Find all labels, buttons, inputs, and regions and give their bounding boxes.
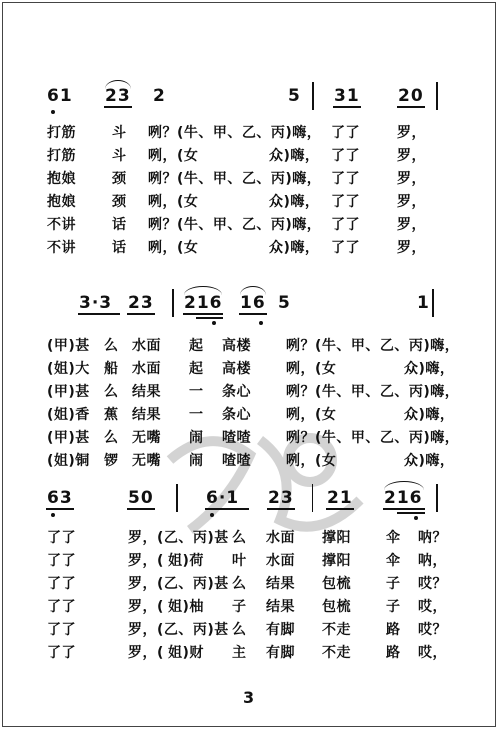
lyric-text: 姐)荷 bbox=[168, 553, 204, 569]
lyric-text: 路 bbox=[386, 645, 401, 661]
lyric-text: (甲)甚 bbox=[47, 338, 90, 354]
lyric-text: 咧？(牛、甲、乙、丙)嗨， bbox=[286, 430, 460, 446]
note-group: 1 bbox=[417, 293, 430, 313]
lyric-text: 水面 bbox=[266, 530, 295, 546]
lyric-text: 么 bbox=[232, 576, 247, 592]
beam-line bbox=[78, 313, 120, 315]
lyric-text: 咧？(牛、甲、乙、丙)嗨， bbox=[286, 338, 460, 354]
lyric-text: 了了 bbox=[47, 622, 76, 638]
beam-line bbox=[127, 508, 155, 510]
beam-line bbox=[183, 313, 223, 315]
lyric-text: 子 bbox=[386, 599, 401, 615]
low-octave-dot bbox=[212, 321, 216, 325]
lyric-text: 不走 bbox=[322, 622, 351, 638]
lyric-text: 罗，( bbox=[128, 645, 164, 661]
lyric-text: 罗，(乙、丙)甚 bbox=[128, 622, 229, 638]
beam-line bbox=[326, 508, 354, 510]
low-octave-dot bbox=[259, 321, 263, 325]
lyric-text: 咧，(女 bbox=[148, 194, 199, 210]
bar-line bbox=[436, 484, 438, 512]
lyric-text: 起 bbox=[189, 361, 204, 377]
bar-line bbox=[172, 289, 174, 317]
lyric-text: 话 bbox=[112, 240, 127, 256]
lyric-text: 罗， bbox=[397, 240, 426, 256]
lyric-text: 咧？(牛、甲、乙、丙)嗨， bbox=[148, 125, 322, 141]
lyric-text: 么 bbox=[232, 530, 247, 546]
beam-line bbox=[104, 106, 132, 108]
lyric-text: 蕉 bbox=[104, 407, 119, 423]
lyric-text: 水面 bbox=[132, 361, 161, 377]
low-octave-dot bbox=[210, 513, 214, 517]
lyric-text: 不走 bbox=[322, 645, 351, 661]
page-number: 3 bbox=[243, 688, 255, 707]
beam-line bbox=[239, 313, 267, 315]
note-group: 20 bbox=[398, 86, 424, 106]
note-group: 5 bbox=[278, 293, 291, 313]
note-group: 216 bbox=[384, 488, 423, 508]
lyric-text: 抱娘 bbox=[47, 194, 76, 210]
lyric-text: 众)嗨， bbox=[404, 407, 455, 423]
lyric-text: 了了 bbox=[47, 530, 76, 546]
lyric-text: 打筋 bbox=[47, 148, 76, 164]
lyric-text: 无嘴 bbox=[132, 453, 161, 469]
beam-line bbox=[46, 508, 74, 510]
lyric-text: 了了 bbox=[331, 125, 360, 141]
lyric-text: 结果 bbox=[266, 599, 295, 615]
lyric-text: 一 bbox=[189, 407, 204, 423]
lyric-text: 了了 bbox=[47, 553, 76, 569]
note-group: 61 bbox=[47, 86, 73, 106]
lyric-text: 咧，(女 bbox=[286, 407, 337, 423]
lyric-text: 呐？ bbox=[418, 530, 447, 546]
lyric-text: 了了 bbox=[47, 645, 76, 661]
lyric-text: 哎， bbox=[418, 599, 447, 615]
lyric-text: 众)嗨， bbox=[404, 453, 455, 469]
note-group: 21 bbox=[327, 488, 353, 508]
lyric-text: 打筋 bbox=[47, 125, 76, 141]
lyric-text: 条心 bbox=[222, 407, 251, 423]
bar-line bbox=[432, 289, 434, 317]
lyric-text: 包梳 bbox=[322, 599, 351, 615]
note-group: 23 bbox=[268, 488, 294, 508]
lyric-text: 众)嗨， bbox=[269, 194, 320, 210]
note-group: 6·1 bbox=[206, 488, 240, 508]
lyric-text: 喳喳 bbox=[222, 430, 251, 446]
lyric-text: 了了 bbox=[331, 217, 360, 233]
note-group: 23 bbox=[128, 293, 154, 313]
bar-line bbox=[312, 484, 313, 512]
lyric-text: 抱娘 bbox=[47, 171, 76, 187]
lyric-text: 罗，( bbox=[128, 599, 164, 615]
lyric-text: 锣 bbox=[104, 453, 119, 469]
note-group: 23 bbox=[105, 86, 131, 106]
lyric-text: 么 bbox=[232, 622, 247, 638]
note-group: 5 bbox=[288, 86, 301, 106]
lyric-text: 哎， bbox=[418, 645, 447, 661]
lyric-text: 伞 bbox=[386, 530, 401, 546]
lyric-text: 么 bbox=[104, 430, 119, 446]
lyric-text: 罗， bbox=[397, 125, 426, 141]
lyric-text: 了了 bbox=[331, 171, 360, 187]
bar-line bbox=[436, 82, 438, 110]
lyric-text: 水面 bbox=[266, 553, 295, 569]
lyric-text: 高楼 bbox=[222, 361, 251, 377]
lyric-text: (姐)香 bbox=[47, 407, 90, 423]
lyric-text: 咧，(女 bbox=[148, 240, 199, 256]
lyric-text: 有脚 bbox=[266, 622, 295, 638]
lyric-text: 话 bbox=[112, 217, 127, 233]
lyric-text: 无嘴 bbox=[132, 430, 161, 446]
beam-line bbox=[397, 512, 425, 514]
lyric-text: 罗，(乙、丙)甚 bbox=[128, 576, 229, 592]
note-group: 216 bbox=[184, 293, 223, 313]
lyric-text: 包梳 bbox=[322, 576, 351, 592]
lyric-text: (姐)大 bbox=[47, 361, 90, 377]
lyric-text: 罗， bbox=[397, 217, 426, 233]
lyric-text: 咧，(女 bbox=[148, 148, 199, 164]
lyric-text: 了了 bbox=[331, 240, 360, 256]
note-group: 31 bbox=[334, 86, 360, 106]
bar-line bbox=[312, 82, 314, 110]
lyric-text: 结果 bbox=[132, 407, 161, 423]
note-group: 63 bbox=[47, 488, 73, 508]
lyric-text: (姐)铜 bbox=[47, 453, 90, 469]
lyric-text: 路 bbox=[386, 622, 401, 638]
lyric-text: 起 bbox=[189, 338, 204, 354]
bar-line bbox=[176, 484, 178, 512]
lyric-text: 叶 bbox=[232, 553, 247, 569]
lyric-text: 姐)财 bbox=[168, 645, 204, 661]
lyric-text: 哎？ bbox=[418, 576, 447, 592]
lyric-text: 结果 bbox=[266, 576, 295, 592]
lyric-text: 斗 bbox=[112, 148, 127, 164]
lyric-text: 罗，( bbox=[128, 553, 164, 569]
lyric-text: 一 bbox=[189, 384, 204, 400]
low-octave-dot bbox=[51, 513, 55, 517]
lyric-text: 结果 bbox=[132, 384, 161, 400]
lyric-text: 姐)柚 bbox=[168, 599, 204, 615]
lyric-text: 众)嗨， bbox=[404, 361, 455, 377]
lyric-text: 咧？(牛、甲、乙、丙)嗨， bbox=[148, 217, 322, 233]
lyric-text: 撑阳 bbox=[322, 530, 351, 546]
beam-line bbox=[383, 508, 425, 510]
lyric-text: 呐， bbox=[418, 553, 447, 569]
lyric-text: 了了 bbox=[47, 576, 76, 592]
lyric-text: 条心 bbox=[222, 384, 251, 400]
lyric-text: 闹 bbox=[189, 453, 204, 469]
lyric-text: 了了 bbox=[331, 194, 360, 210]
lyric-text: 不讲 bbox=[47, 240, 76, 256]
lyric-text: 船 bbox=[104, 361, 119, 377]
lyric-text: (甲)甚 bbox=[47, 430, 90, 446]
lyric-text: 罗，(乙、丙)甚 bbox=[128, 530, 229, 546]
lyric-text: (甲)甚 bbox=[47, 384, 90, 400]
lyric-text: 颈 bbox=[112, 171, 127, 187]
lyric-text: 主 bbox=[232, 645, 247, 661]
lyric-text: 罗， bbox=[397, 148, 426, 164]
lyric-text: 伞 bbox=[386, 553, 401, 569]
note-group: 16 bbox=[240, 293, 266, 313]
beam-line bbox=[205, 508, 249, 510]
lyric-text: 众)嗨， bbox=[269, 240, 320, 256]
lyric-text: 高楼 bbox=[222, 338, 251, 354]
lyric-text: 么 bbox=[104, 384, 119, 400]
lyric-text: 咧，(女 bbox=[286, 361, 337, 377]
note-group: 50 bbox=[128, 488, 154, 508]
beam-line bbox=[127, 313, 155, 315]
lyric-text: 咧？(牛、甲、乙、丙)嗨， bbox=[286, 384, 460, 400]
lyric-text: 罗， bbox=[397, 194, 426, 210]
lyric-text: 颈 bbox=[112, 194, 127, 210]
note-group: 3·3 bbox=[79, 293, 113, 313]
note-group: 2 bbox=[153, 86, 166, 106]
lyric-text: 罗， bbox=[397, 171, 426, 187]
lyric-text: 撑阳 bbox=[322, 553, 351, 569]
lyric-text: 不讲 bbox=[47, 217, 76, 233]
lyric-text: 哎？ bbox=[418, 622, 447, 638]
beam-line bbox=[196, 317, 223, 319]
beam-line bbox=[333, 106, 361, 108]
lyric-text: 咧？(牛、甲、乙、丙)嗨， bbox=[148, 171, 322, 187]
low-octave-dot bbox=[51, 110, 55, 114]
lyric-text: 斗 bbox=[112, 125, 127, 141]
beam-line bbox=[397, 106, 425, 108]
lyric-text: 闹 bbox=[189, 430, 204, 446]
lyric-text: 喳喳 bbox=[222, 453, 251, 469]
beam-line bbox=[267, 508, 295, 510]
lyric-text: 众)嗨， bbox=[269, 148, 320, 164]
lyric-text: 水面 bbox=[132, 338, 161, 354]
lyric-text: 有脚 bbox=[266, 645, 295, 661]
lyric-text: 子 bbox=[386, 576, 401, 592]
lyric-text: 了了 bbox=[331, 148, 360, 164]
lyric-text: 子 bbox=[232, 599, 247, 615]
lyric-text: 么 bbox=[104, 338, 119, 354]
lyric-text: 咧，(女 bbox=[286, 453, 337, 469]
lyric-text: 了了 bbox=[47, 599, 76, 615]
low-octave-dot bbox=[414, 516, 418, 520]
